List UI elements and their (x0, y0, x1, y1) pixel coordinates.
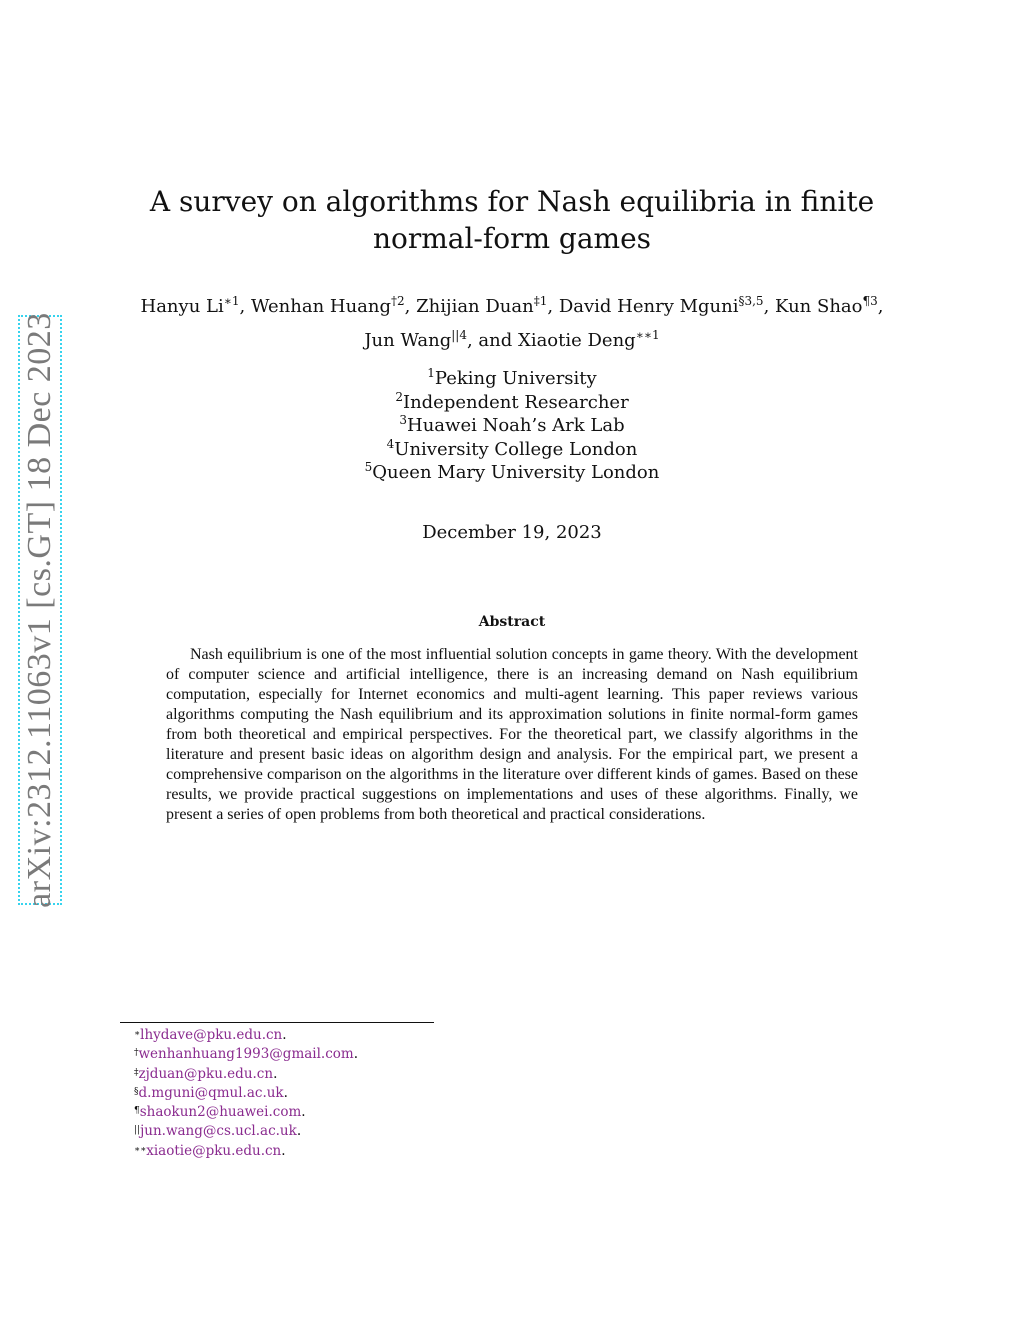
footnote (134, 1103, 358, 1122)
email-link[interactable]: jun.wang@cs.ucl.ac.uk (140, 1123, 297, 1140)
author-name: Jun Wang (364, 330, 452, 351)
footnote-end: . (353, 1046, 359, 1063)
footnote (134, 1045, 358, 1064)
footnote (134, 1122, 358, 1141)
affiliation (200, 391, 824, 415)
author-mark: ||4 (451, 328, 467, 342)
footnote-mark: ∗∗ (134, 1144, 147, 1155)
footnote-mark: ∗ (134, 1029, 141, 1039)
author-mark: §3,5 (738, 294, 764, 308)
footnote-mark: ¶ (134, 1106, 140, 1117)
affiliation-name: Peking University (434, 368, 597, 389)
footnote-mark: † (134, 1048, 139, 1059)
author-name: David Henry Mguni (558, 296, 739, 317)
email-link[interactable]: d.mguni@qmul.ac.uk (138, 1084, 284, 1101)
affiliation (200, 438, 824, 462)
footnote-end: . (296, 1123, 302, 1140)
footnote-divider (120, 1022, 434, 1023)
author-list (90, 290, 934, 358)
footnote-end: . (283, 1084, 288, 1101)
email-link[interactable]: zjduan@pku.edu.cn (138, 1065, 274, 1082)
footnote-end: . (273, 1065, 278, 1082)
arxiv-stamp (18, 312, 62, 908)
footnote-end: . (282, 1027, 287, 1043)
author-separator: , and (466, 330, 518, 351)
author-line-1 (90, 290, 934, 324)
arxiv-identifier: arXiv:2312.11063v1 [cs.GT] 18 Dec 2023 (21, 312, 58, 908)
affiliation-name: Queen Mary University London (372, 462, 660, 483)
author-name: Kun Shao (775, 296, 863, 317)
affiliation-number: 5 (364, 460, 373, 474)
abstract-heading: Abstract (478, 614, 546, 630)
author-mark: ∗∗1 (635, 328, 660, 342)
footnote-mark: § (134, 1086, 139, 1097)
title-line-1: A survey on algorithms for Nash equilibria in finite (149, 185, 875, 218)
author-separator: , (239, 296, 251, 317)
author-mark: ‡1 (533, 294, 548, 308)
affiliation-number: 3 (399, 413, 408, 427)
author-mark: ∗1 (223, 294, 240, 308)
footnote-end: . (281, 1142, 286, 1159)
email-link[interactable]: wenhanhuang1993@gmail.com (138, 1046, 354, 1063)
footnote-list (134, 1026, 358, 1161)
footnote (134, 1142, 358, 1161)
author-mark: †2 (391, 294, 405, 308)
footnote (134, 1084, 358, 1103)
author-name: Wenhan Huang (250, 296, 392, 317)
email-link[interactable]: shaokun2@huawei.com (139, 1104, 302, 1121)
author-separator: , (404, 296, 417, 317)
footnote-end: . (301, 1104, 306, 1121)
email-link[interactable]: xiaotie@pku.edu.cn (146, 1142, 282, 1159)
author-name: Hanyu Li (140, 296, 224, 317)
affiliation-list (200, 367, 824, 485)
footnote-mark: || (134, 1125, 141, 1136)
author-line-2 (90, 324, 934, 358)
author-separator: , (763, 296, 776, 317)
affiliation (200, 461, 824, 485)
affiliation-number: 2 (395, 389, 403, 404)
publication-date: December 19, 2023 (422, 522, 602, 543)
author-separator: , (877, 296, 884, 317)
affiliation-number: 1 (427, 366, 435, 380)
affiliation-number: 4 (386, 436, 395, 451)
author-mark: ¶3 (862, 294, 878, 308)
title-line-2: normal-form games (372, 222, 652, 255)
paper-title (100, 183, 924, 257)
footnote (134, 1065, 358, 1084)
affiliation-name: University College London (394, 438, 638, 460)
affiliation-name: Independent Researcher (402, 391, 629, 413)
affiliation (200, 367, 824, 391)
abstract-text: Nash equilibrium is one of the most influential solution concepts in game theory. With the development of computer science and artificial intelligence, there is an increasing demand on Nash equilibrium computation, especially for Internet economics and multi-agent learning. This paper reviews various algorithms computing the Nash equilibrium and its approximation solutions in finite normal-form games from both theoretical and empirical perspectives. For the theoretical part, we classify algorithms in the literature and present basic ideas on algorithm design and analysis. For the empirical part, we present a comprehensive comparison on the algorithms in the literature over different kinds of games. Based on these results, we provide practical suggestions on implementations and uses of these algorithms. Finally, we present a series of open problems from both theoretical and practical considerations. (166, 646, 858, 823)
author-separator: , (547, 296, 559, 317)
footnote (134, 1026, 358, 1045)
affiliation-name: Huawei Noah’s Ark Lab (407, 415, 625, 436)
footnote-mark: ‡ (134, 1067, 139, 1078)
email-link[interactable]: lhydave@pku.edu.cn (140, 1027, 283, 1043)
affiliation (200, 414, 824, 438)
author-name: Xiaotie Deng (518, 330, 636, 351)
author-name: Zhijian Duan (416, 296, 534, 317)
